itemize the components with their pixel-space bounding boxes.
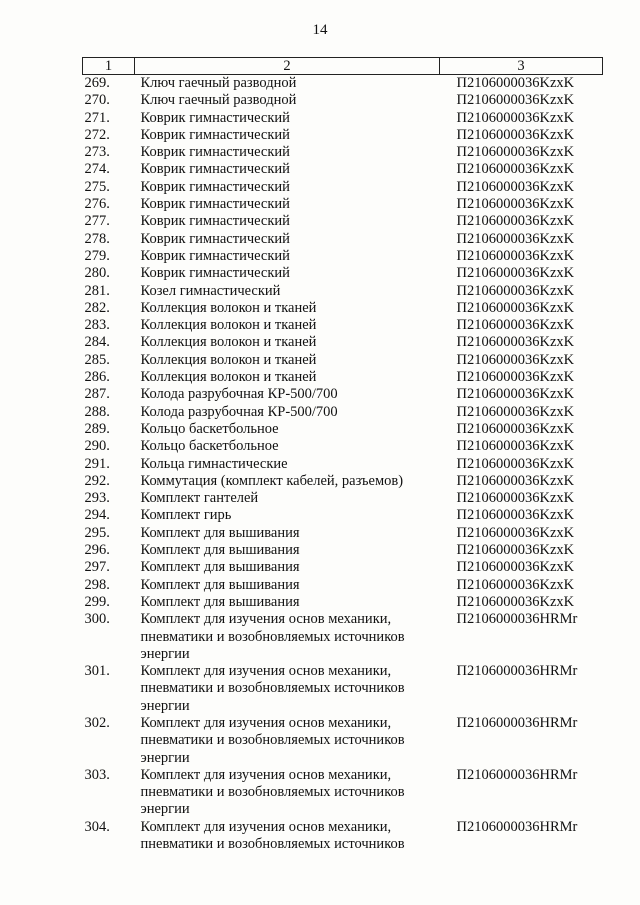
item-code: П2106000036KzxK <box>456 403 575 420</box>
item-name <box>135 819 440 854</box>
row-number: 287. <box>84 386 110 403</box>
item-name <box>135 715 440 767</box>
table-row <box>83 663 603 715</box>
item-code: П2106000036KzxK <box>456 317 575 334</box>
item-name: Комплект для вышивания <box>140 524 300 541</box>
row-number: 299. <box>84 593 110 610</box>
table-row <box>83 110 603 127</box>
item-code: П2106000036KzxK <box>456 161 575 178</box>
table-row <box>83 490 603 507</box>
row-number: 271. <box>84 109 110 126</box>
item-code: П2106000036KzxK <box>456 230 575 247</box>
table-row <box>83 507 603 524</box>
item-code: П2106000036KzxK <box>456 126 575 143</box>
item-name: Кольца гимнастические <box>140 455 288 472</box>
item-code: П2106000036HRMr <box>456 611 578 628</box>
item-code: П2106000036KzxK <box>456 247 575 264</box>
table-row <box>83 438 603 455</box>
item-code: П2106000036KzxK <box>456 334 575 351</box>
table-row <box>83 179 603 196</box>
item-name: Комплект для вышивания <box>140 559 300 576</box>
table-row <box>83 819 603 854</box>
item-name: Коврик гимнастический <box>140 161 290 178</box>
row-number: 278. <box>84 230 110 247</box>
row-number: 284. <box>84 334 110 351</box>
item-name <box>135 611 440 663</box>
item-code: П2106000036KzxK <box>456 455 575 472</box>
item-name-line: пневматики и возобновляемых источников <box>140 836 405 853</box>
item-name: Кольцо баскетбольное <box>140 420 279 437</box>
item-code: П2106000036KzxK <box>456 92 575 109</box>
row-number: 294. <box>84 507 110 524</box>
row-number: 293. <box>84 490 110 507</box>
row-number: 275. <box>84 178 110 195</box>
item-code: П2106000036KzxK <box>456 299 575 316</box>
item-name: Коврик гимнастический <box>140 178 290 195</box>
item-code: П2106000036HRMr <box>456 663 578 680</box>
item-name-line: пневматики и возобновляемых источников <box>140 732 405 749</box>
table-row <box>83 265 603 282</box>
item-name: Коврик гимнастический <box>140 213 290 230</box>
row-number: 280. <box>84 265 110 282</box>
table-row <box>83 386 603 403</box>
table-row <box>83 715 603 767</box>
item-name: Коллекция волокон и тканей <box>140 351 317 368</box>
table-row <box>83 161 603 178</box>
item-code: П2106000036KzxK <box>456 507 575 524</box>
item-code: П2106000036KzxK <box>456 593 575 610</box>
row-number: 290. <box>84 438 110 455</box>
table-row <box>83 421 603 438</box>
row-number: 297. <box>84 559 110 576</box>
item-name: Колода разрубочная КР-500/700 <box>140 386 338 403</box>
item-code: П2106000036KzxK <box>456 524 575 541</box>
row-number: 295. <box>84 524 110 541</box>
inventory-table <box>82 57 603 853</box>
table-row <box>83 144 603 161</box>
item-name-line: энергии <box>140 749 190 766</box>
table-row <box>83 404 603 421</box>
table-header <box>83 58 603 75</box>
item-name: Коврик гимнастический <box>140 230 290 247</box>
table-row <box>83 594 603 611</box>
item-code: П2106000036KzxK <box>456 472 575 489</box>
item-name <box>135 663 440 715</box>
table-row <box>83 525 603 542</box>
item-name: Комплект гирь <box>140 507 232 524</box>
item-name: Коллекция волокон и тканей <box>140 369 317 386</box>
row-number: 300. <box>84 611 110 628</box>
item-name: Коврик гимнастический <box>140 126 290 143</box>
row-number: 281. <box>84 282 110 299</box>
item-code: П2106000036KzxK <box>456 178 575 195</box>
item-name: Кольцо баскетбольное <box>140 438 279 455</box>
table-row <box>83 542 603 559</box>
table-row <box>83 213 603 230</box>
item-code: П2106000036KzxK <box>456 369 575 386</box>
item-name-line: Комплект для изучения основ механики, <box>140 714 392 731</box>
table-row <box>83 473 603 490</box>
table-row <box>83 577 603 594</box>
row-number: 289. <box>84 420 110 437</box>
row-number: 277. <box>84 213 110 230</box>
item-code: П2106000036KzxK <box>456 196 575 213</box>
table-row <box>83 231 603 248</box>
table-row <box>83 352 603 369</box>
item-name: Ключ гаечный разводной <box>140 75 297 91</box>
table-row <box>83 75 603 93</box>
table-row <box>83 248 603 265</box>
item-code: П2106000036KzxK <box>456 351 575 368</box>
item-name-line: Комплект для изучения основ механики, <box>140 766 392 783</box>
table-row <box>83 767 603 819</box>
table-row <box>83 92 603 109</box>
table-row <box>83 559 603 576</box>
item-name-line: пневматики и возобновляемых источников <box>140 784 405 801</box>
item-code: П2106000036KzxK <box>456 576 575 593</box>
table-row <box>83 127 603 144</box>
item-name-line: Комплект для изучения основ механики, <box>140 663 392 680</box>
item-name: Коллекция волокон и тканей <box>140 334 317 351</box>
item-code: П2106000036KzxK <box>456 144 575 161</box>
item-name-line: энергии <box>140 645 190 662</box>
row-number: 282. <box>84 299 110 316</box>
row-number: 301. <box>84 663 110 680</box>
row-number: 270. <box>84 92 110 109</box>
item-code: П2106000036KzxK <box>456 265 575 282</box>
item-code: П2106000036KzxK <box>456 282 575 299</box>
column-header-1: 1 <box>83 58 135 75</box>
item-name: Коврик гимнастический <box>140 144 290 161</box>
row-number: 274. <box>84 161 110 178</box>
item-name: Коммутация (комплект кабелей, разъемов) <box>140 472 404 489</box>
table-body <box>83 75 603 854</box>
column-header-3: 3 <box>440 58 603 75</box>
row-number: 291. <box>84 455 110 472</box>
item-name: Комплект для вышивания <box>140 593 300 610</box>
item-code: П2106000036HRMr <box>456 766 578 783</box>
item-code: П2106000036KzxK <box>456 420 575 437</box>
row-number: 302. <box>84 714 110 731</box>
table-row <box>83 611 603 663</box>
column-header-2: 2 <box>135 58 440 75</box>
item-name: Колода разрубочная КР-500/700 <box>140 403 338 420</box>
row-number: 285. <box>84 351 110 368</box>
table-row <box>83 334 603 351</box>
item-code: П2106000036KzxK <box>456 75 575 91</box>
item-code: П2106000036KzxK <box>456 438 575 455</box>
table-row <box>83 196 603 213</box>
table-row <box>83 283 603 300</box>
item-name-line: энергии <box>140 801 190 818</box>
item-name: Ключ гаечный разводной <box>140 92 297 109</box>
row-number: 269. <box>84 75 110 91</box>
item-name: Коллекция волокон и тканей <box>140 317 317 334</box>
item-name: Коллекция волокон и тканей <box>140 299 317 316</box>
row-number: 304. <box>84 818 110 835</box>
item-name-line: пневматики и возобновляемых источников <box>140 628 405 645</box>
item-code: П2106000036KzxK <box>456 490 575 507</box>
row-number: 279. <box>84 247 110 264</box>
item-name-line: Комплект для изучения основ механики, <box>140 611 392 628</box>
item-code: П2106000036KzxK <box>456 559 575 576</box>
row-number: 276. <box>84 196 110 213</box>
item-name: Комплект для вышивания <box>140 576 300 593</box>
row-number: 272. <box>84 126 110 143</box>
item-code: П2106000036KzxK <box>456 386 575 403</box>
table-row <box>83 369 603 386</box>
table-row <box>83 317 603 334</box>
item-code: П2106000036KzxK <box>456 542 575 559</box>
item-name: Коврик гимнастический <box>140 247 290 264</box>
page-number: 14 <box>312 22 328 38</box>
item-name: Комплект для вышивания <box>140 542 300 559</box>
row-number: 283. <box>84 317 110 334</box>
item-name: Коврик гимнастический <box>140 109 290 126</box>
item-code: П2106000036KzxK <box>456 213 575 230</box>
table-row <box>83 300 603 317</box>
item-name-line: Комплект для изучения основ механики, <box>140 818 392 835</box>
item-name-line: энергии <box>140 697 190 714</box>
table-row <box>83 456 603 473</box>
row-number: 296. <box>84 542 110 559</box>
row-number: 298. <box>84 576 110 593</box>
row-number: 303. <box>84 766 110 783</box>
header-row <box>83 58 603 75</box>
row-number: 273. <box>84 144 110 161</box>
item-name <box>135 767 440 819</box>
item-name: Коврик гимнастический <box>140 265 290 282</box>
item-name: Козел гимнастический <box>140 282 281 299</box>
item-name-line: пневматики и возобновляемых источников <box>140 680 405 697</box>
item-name: Коврик гимнастический <box>140 196 290 213</box>
item-code: П2106000036HRMr <box>456 714 578 731</box>
item-code: П2106000036KzxK <box>456 109 575 126</box>
row-number: 292. <box>84 472 110 489</box>
row-number: 288. <box>84 403 110 420</box>
item-name: Комплект гантелей <box>140 490 259 507</box>
item-code: П2106000036HRMr <box>456 818 578 835</box>
row-number: 286. <box>84 369 110 386</box>
